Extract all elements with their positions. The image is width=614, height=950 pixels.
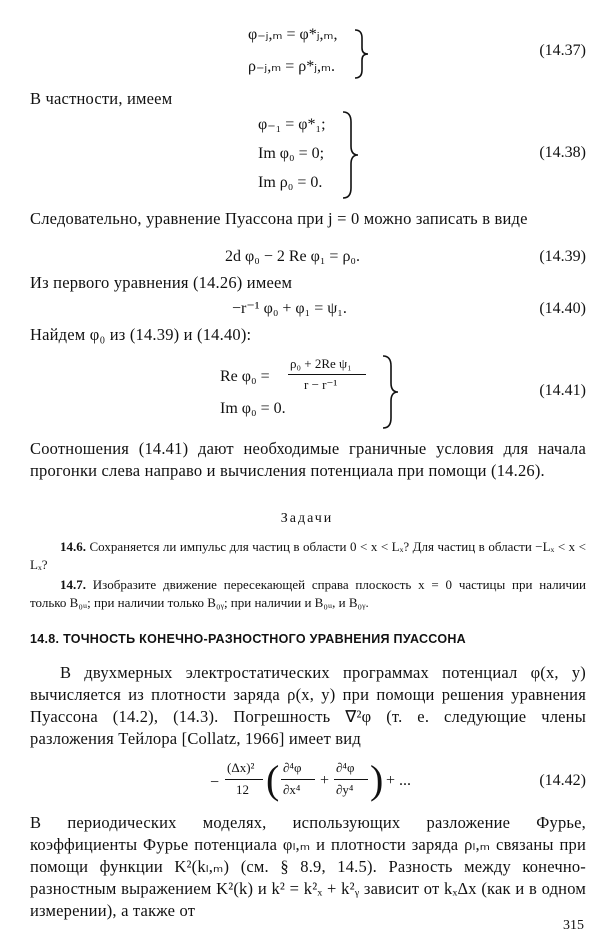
- problem-14-6: [30, 538, 586, 574]
- problem-14-7: [30, 576, 586, 612]
- paragraph-find-phi0: Найдем φ₀ из (14.39) и (14.40):: [30, 325, 252, 344]
- right-brace-icon: [352, 28, 372, 80]
- equation-14-41-numerator: ρ₀ + 2Re ψ₁: [290, 356, 352, 371]
- equation-number-14-38: (14.38): [539, 144, 586, 161]
- problem-text: Изобразите движение пересекающей справа плоскость x = 0 частицы при наличии только B₀ᵤ; при наличии только B₀ᵧ; при наличии и B₀ᵤ, и B₀ᵧ.: [30, 577, 586, 610]
- section-heading: 14.8. ТОЧНОСТЬ КОНЕЧНО-РАЗНОСТНОГО УРАВНЕНИЯ ПУАССОНА: [30, 632, 466, 646]
- equation-14-40: −r⁻¹ φ₀ + φ₁ = ψ₁.: [232, 300, 347, 317]
- equation-14-38-line-2: Im φ₀ = 0;: [258, 145, 325, 162]
- paragraph-2d-programs: В двухмерных электростатических программах потенциал φ(x, y) вычисляется из плотности заряда ρ(x, y) при помощи решения уравнения Пуассона (14.2), (14.3). Погрешность ∇²φ (т. е. следующие члены разложения Тейлора [Collatz, 1966] имеет вид: [30, 663, 586, 748]
- equation-number-14-37: (14.37): [539, 42, 586, 59]
- paragraph-periodic-models: В периодических моделях, использующих разложение Фурье, коэффициенты Фурье потенциала φₗ,ₘ и плотности заряда ρₗ,ₘ связаны при помощи функции K²(kₗ,ₘ) (см. § 8.9, 14.5). Разность между конечно-разностным выражением K²(k) и k² = k²ₓ + k²ᵧ зависит от kₓΔx (как и в одном измерении), а также от: [30, 813, 586, 920]
- equation-14-38-line-1: φ₋₁ = φ*₁;: [258, 116, 326, 133]
- problem-text: Сохраняется ли импульс для частиц в области 0 < x < Lₓ? Для частиц в области −Lₓ < x < Lₓ?: [30, 539, 587, 572]
- problems-title: Задачи: [280, 511, 334, 526]
- equation-14-42-d1-denominator: ∂x⁴: [283, 782, 301, 797]
- problem-number: 14.6.: [60, 539, 86, 554]
- fraction-bar: [225, 779, 263, 780]
- paragraph-in-particular: В частности, имеем: [30, 89, 173, 108]
- paragraph-relations: Соотношения (14.41) дают необходимые граничные условия для начала прогонки слева направо и вычисления потенциала при помощи (14.26).: [30, 439, 586, 480]
- equation-14-39: 2d φ₀ − 2 Re φ₁ = ρ₀.: [225, 248, 361, 265]
- equation-14-41-line-2: Im φ₀ = 0.: [220, 400, 286, 417]
- fraction-bar: [281, 779, 315, 780]
- equation-number-14-41: (14.41): [539, 382, 586, 399]
- paragraph-from-first-equation: Из первого уравнения (14.26) имеем: [30, 273, 293, 292]
- equation-number-14-42: (14.42): [539, 772, 586, 789]
- equation-14-37-line-1: φ₋ⱼ,ₘ = φ*ⱼ,ₘ,: [248, 26, 338, 43]
- equation-14-41-lhs: Re φ₀ =: [220, 368, 270, 385]
- equation-14-42-tail: + ...: [386, 772, 412, 789]
- equation-14-42-frac-numerator: (Δx)²: [227, 760, 255, 775]
- fraction-bar: [288, 374, 366, 375]
- fraction-bar: [334, 779, 368, 780]
- page-number: 315: [563, 918, 584, 933]
- right-brace-icon: [380, 354, 402, 430]
- equation-number-14-40: (14.40): [539, 300, 586, 317]
- problem-number: 14.7.: [60, 577, 86, 592]
- paragraph-consequently: Следовательно, уравнение Пуассона при j = 0 можно записать в виде: [30, 209, 528, 228]
- equation-14-42-d2-denominator: ∂y⁴: [336, 782, 354, 797]
- equation-14-42-minus: −: [210, 774, 220, 791]
- equation-14-42-d2-numerator: ∂⁴φ: [336, 760, 355, 775]
- equation-14-42-d1-numerator: ∂⁴φ: [283, 760, 302, 775]
- equation-14-42-plus: +: [320, 772, 330, 789]
- right-paren-icon: ): [370, 757, 384, 802]
- equation-14-37-line-2: ρ₋ⱼ,ₘ = ρ*ⱼ,ₘ.: [248, 58, 335, 75]
- equation-14-42-frac-denominator: 12: [236, 782, 249, 797]
- left-paren-icon: (: [266, 757, 280, 802]
- equation-14-38-line-3: Im ρ₀ = 0.: [258, 174, 323, 191]
- right-brace-icon: [340, 110, 362, 200]
- equation-14-41-denominator: r − r⁻¹: [304, 377, 338, 392]
- equation-number-14-39: (14.39): [539, 248, 586, 265]
